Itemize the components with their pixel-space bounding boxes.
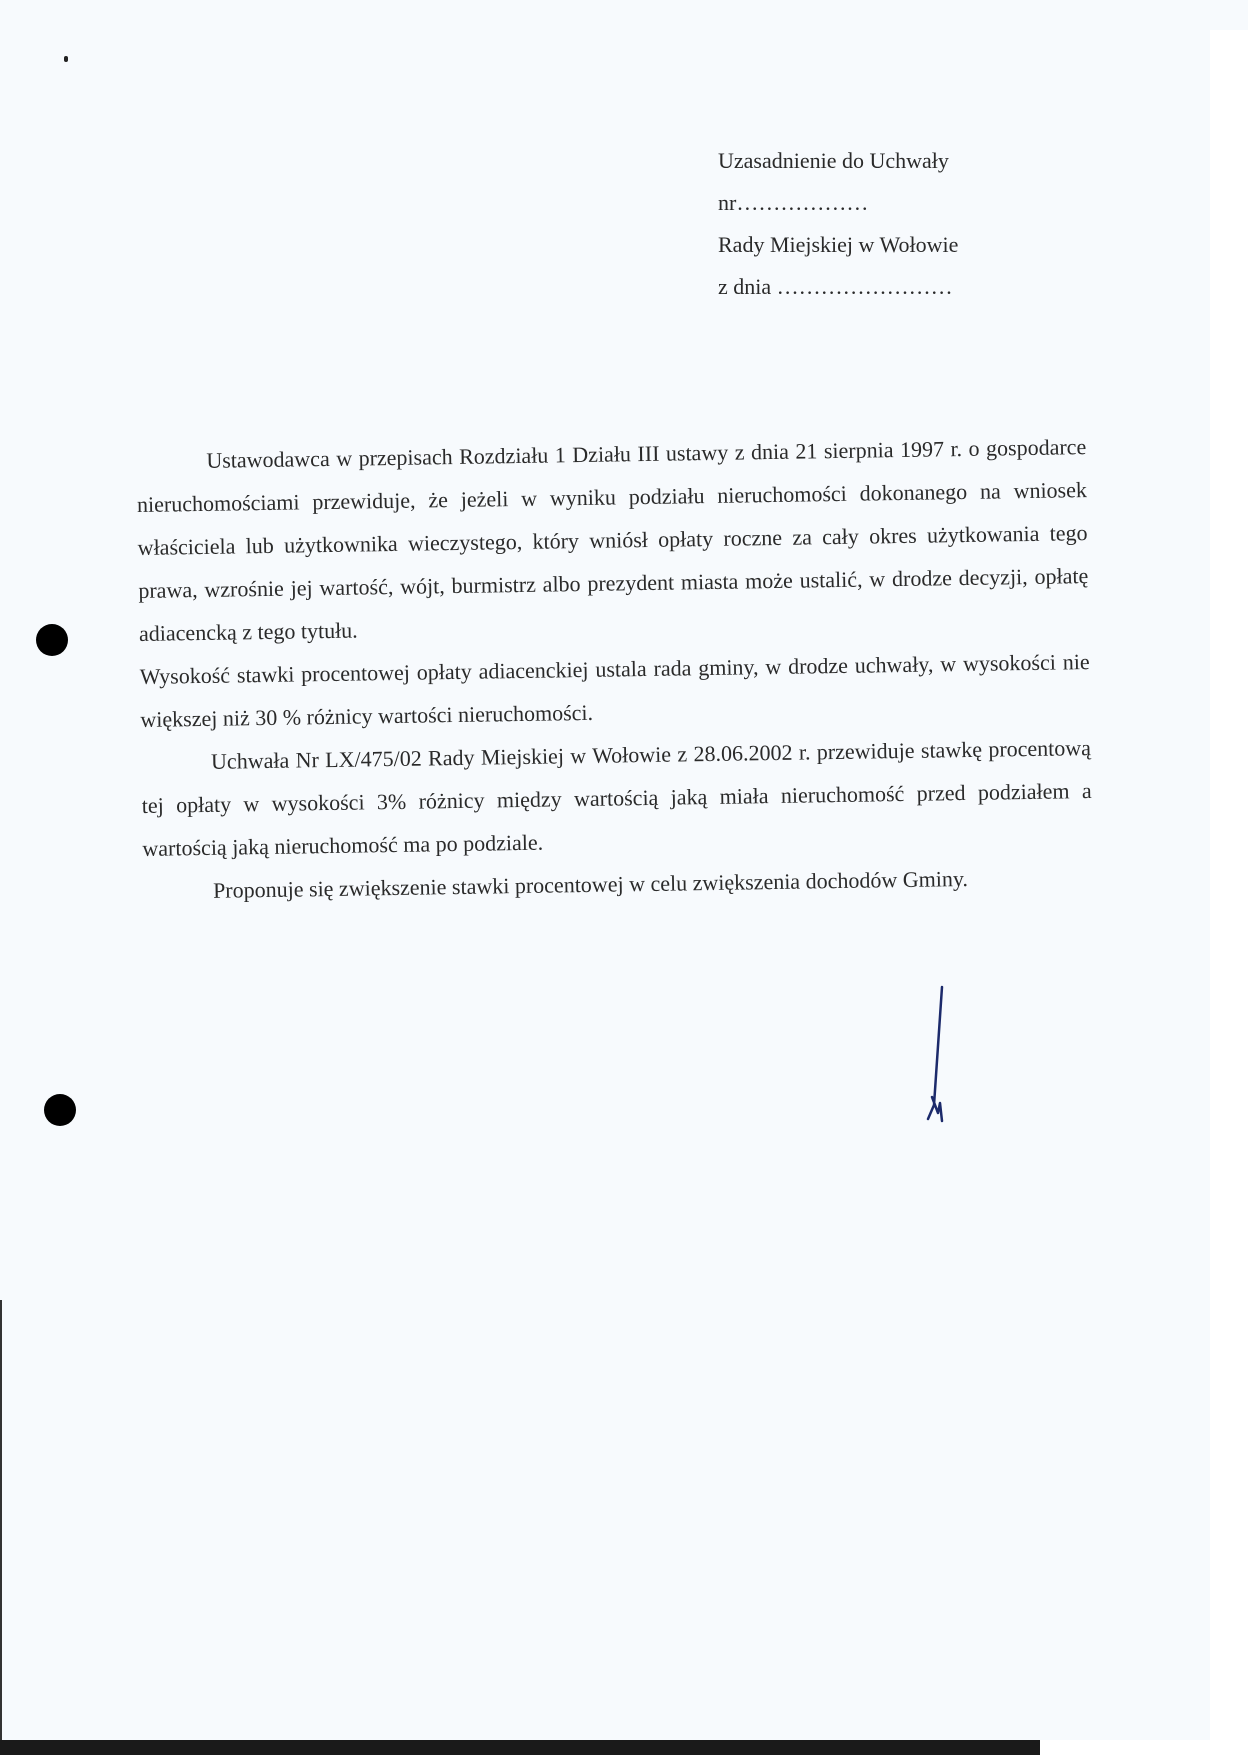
- header-council: Rady Miejskiej w Wołowie: [718, 232, 959, 257]
- paragraph-current-resolution: Uchwała Nr LX/475/02 Rady Miejskiej w Wołowie z 28.06.2002 r. przewiduje stawkę procentową tej opłaty w wysokości 3% różnicy między wartością jaką miała nieruchomość przed podziałem a wartością jaką nieruchomość ma po podziale.: [141, 735, 1092, 861]
- scan-edge-left: [0, 1300, 2, 1740]
- signature-icon: [910, 985, 950, 1135]
- paragraph-rate-limit: Wysokość stawki procentowej opłaty adiacenckiej ustala rada gminy, w drodze uchwały, w wysokości nie większej niż 30 % różnicy wartości nieruchomości.: [139, 649, 1090, 732]
- header-date: z dnia ……………………: [718, 274, 953, 299]
- scan-edge-bottom-light: [1040, 1740, 1248, 1755]
- scan-edge-right: [1210, 30, 1248, 1755]
- punch-hole-icon: [44, 1094, 76, 1126]
- scan-edge-bottom: [0, 1740, 1040, 1755]
- document-body: [136, 425, 1093, 913]
- document-header: [718, 140, 1058, 308]
- scan-speck: [64, 56, 68, 62]
- paragraph-legal-basis: Ustawodawca w przepisach Rozdziału 1 Działu III ustawy z dnia 21 sierpnia 1997 r. o gospodarce nieruchomościami przewiduje, że jeżeli w wyniku podziału nieruchomości dokonanego na wniosek właściciela lub użytkownika wieczystego, który wniósł opłaty roczne za cały okres użytkowania tego prawa, wzrośnie jej wartość, wójt, burmistrz albo prezydent miasta może ustalić, w drodze decyzji, opłatę adiacencką z tego tytułu.: [136, 434, 1089, 646]
- header-number: nr………………: [718, 190, 869, 215]
- punch-hole-icon: [36, 624, 68, 656]
- paragraph-proposal: Proponuje się zwiększenie stawki procentowej w celu zwiększenia dochodów Gminy.: [212, 865, 969, 903]
- header-title: Uzasadnienie do Uchwały: [718, 148, 949, 173]
